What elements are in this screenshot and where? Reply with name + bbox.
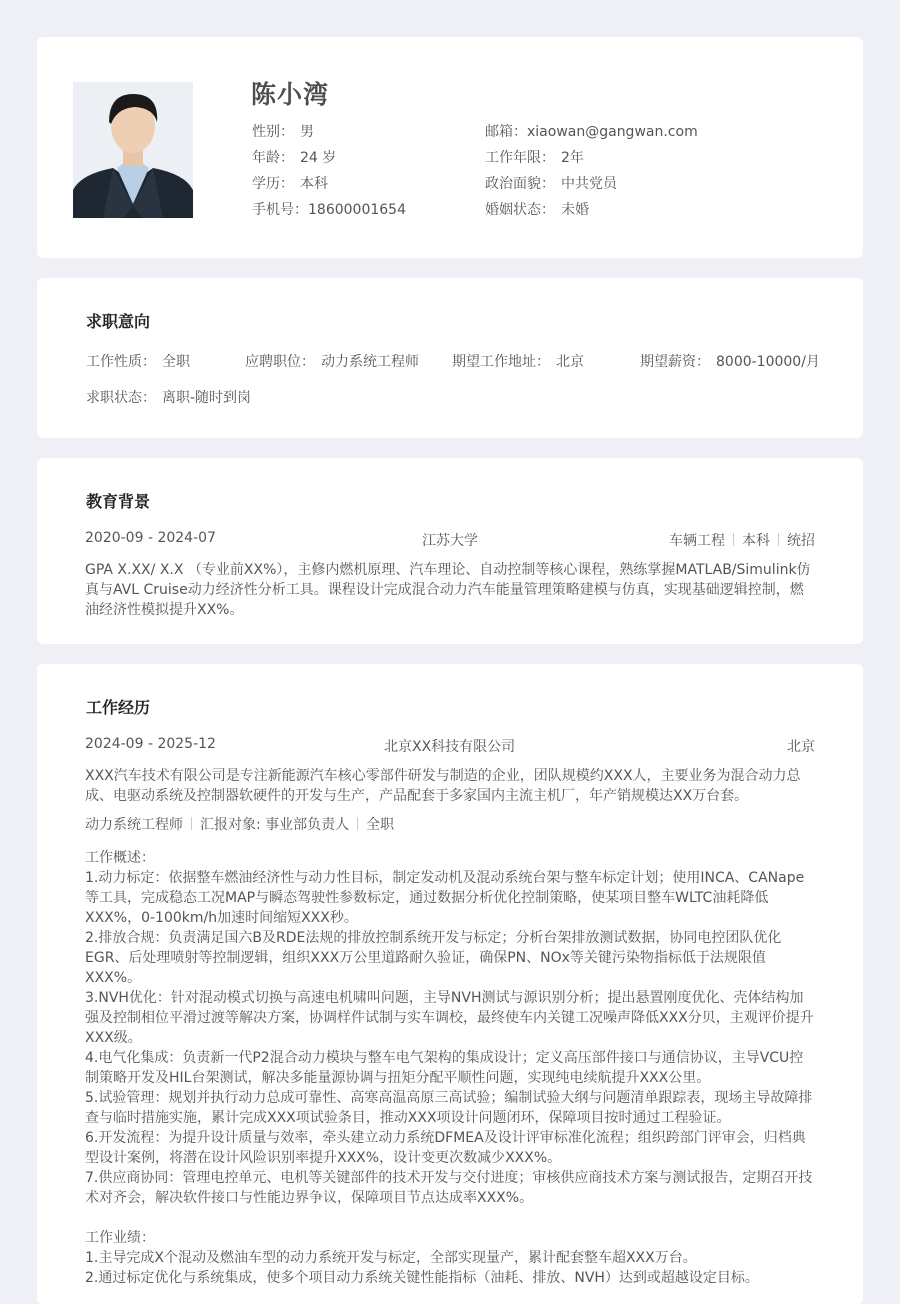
- spacer: [85, 1208, 816, 1228]
- report-to: 汇报对象: 事业部负责人: [200, 817, 350, 833]
- job-intent-card: [37, 278, 863, 438]
- company-description: XXX汽车技术有限公司是专注新能源汽车核心零部件研发与制造的企业，团队规模约XXX人，主要业务为混合动力总成、电驱动系统及控制器软硬件的开发与生产，产品配套于多家国内主流主机厂，年产销规模达XX万台套。: [85, 768, 801, 804]
- salary-field: [640, 351, 820, 371]
- divider: [357, 817, 358, 830]
- job-type-label: 工作性质：: [86, 354, 156, 370]
- location-value: 北京: [556, 354, 584, 370]
- job-type: 全职: [366, 817, 395, 833]
- avatar: [73, 82, 193, 218]
- candidate-name: 陈小湾: [251, 80, 330, 109]
- age-value: 24 岁: [300, 150, 337, 166]
- work-city: 北京: [787, 739, 815, 755]
- status-label: 求职状态：: [86, 390, 156, 406]
- school-name: 江苏大学: [422, 533, 478, 549]
- location-label: 期望工作地址：: [452, 354, 550, 370]
- overview-label: 工作概述：: [85, 850, 155, 866]
- education-field: [252, 173, 328, 193]
- overview-item: 4.电气化集成：负责新一代P2混合动力模块与整车电气架构的集成设计；定义高压部件接口与通信协议，主导VCU控制策略开发及HIL台架测试，解决多能量源协调与扭矩分配平顺性问题，实现纯电续航提升XXX公里。: [85, 1050, 804, 1086]
- politics-field: [485, 173, 617, 193]
- role: 动力系统工程师: [85, 817, 183, 833]
- company-name: 北京XX科技有限公司: [384, 739, 516, 755]
- gender-field: [252, 121, 314, 141]
- overview-item: 6.开发流程：为提升设计质量与效率，牵头建立动力系统DFMEA及设计评审标准化流程；组织跨部门评审会，归档典型设计案例，将潜在设计风险识别率提升XXX%，设计变更次数减少XXX%。: [85, 1130, 806, 1166]
- age-field: [252, 147, 336, 167]
- work-years-label: 工作年限：: [485, 150, 555, 166]
- achievement-item: 1.主导完成X个混动及燃油车型的动力系统开发与标定，全部实现量产，累计配套整车超XXX万台。: [85, 1250, 697, 1266]
- gender-value: 男: [300, 124, 314, 140]
- divider: [778, 533, 779, 546]
- section-title-intent: 求职意向: [86, 312, 151, 331]
- education-tags: [669, 530, 815, 550]
- politics-label: 政治面貌：: [485, 176, 555, 192]
- achievement-item: 2.通过标定优化与系统集成，使多个项目动力系统关键性能指标（油耗、排放、NVH）达到或超越设定目标。: [85, 1270, 759, 1286]
- education-card: [37, 458, 863, 644]
- marital-field: [485, 199, 589, 219]
- position-field: [245, 351, 419, 371]
- position-value: 动力系统工程师: [321, 354, 419, 370]
- phone-label: 手机号：: [252, 202, 308, 218]
- education-period: 2020-09 - 2024-07: [85, 530, 216, 546]
- status-field: [86, 387, 251, 407]
- section-title-work: 工作经历: [86, 698, 151, 717]
- salary-label: 期望薪资：: [640, 354, 710, 370]
- gender-label: 性别：: [252, 124, 294, 140]
- position-label: 应聘职位：: [245, 354, 315, 370]
- email-label: 邮箱：: [485, 124, 527, 140]
- achievement-label: 工作业绩：: [85, 1230, 155, 1246]
- work-details: [85, 848, 816, 1288]
- work-tags: [85, 814, 394, 834]
- section-title-education: 教育背景: [86, 492, 151, 511]
- email-field: [485, 121, 698, 141]
- work-experience-card: [37, 664, 863, 1304]
- phone-value: 18600001654: [308, 202, 406, 218]
- politics-value: 中共党员: [561, 176, 617, 192]
- overview-item: 1.动力标定：依据整车燃油经济性与动力性目标，制定发动机及混动系统台架与整车标定计划；使用INCA、CANape等工具，完成稳态工况MAP与瞬态驾驶性参数标定，通过数据分析优化控制策略，使某项目整车WLTC油耗降低XXX%，0-100km/h加速时间缩短XXX秒。: [85, 870, 805, 926]
- overview-item: 5.试验管理：规划并执行动力总成可靠性、高寒高温高原三高试验；编制试验大纲与问题清单跟踪表，现场主导故障排查与临时措施实施，累计完成XXX项试验条目，推动XXX项设计问题闭环，保障项目按时通过工程验证。: [85, 1090, 813, 1126]
- status-value: 离职-随时到岗: [162, 390, 252, 406]
- email-value: xiaowan@gangwan.com: [527, 124, 698, 140]
- marital-value: 未婚: [561, 202, 589, 218]
- age-label: 年龄：: [252, 150, 294, 166]
- profile-card: [37, 37, 863, 258]
- phone-field: [252, 199, 406, 219]
- job-type-field: [86, 351, 190, 371]
- enrollment-type: 统招: [787, 533, 815, 549]
- overview-item: 3.NVH优化：针对混动模式切换与高速电机啸叫问题，主导NVH测试与源识别分析；提出悬置刚度优化、壳体结构加强及控制相位平滑过渡等解决方案，协调样件试制与实车调校，最终使车内关键工况噪声降低XXX分贝，主观评价提升XXX级。: [85, 990, 814, 1046]
- divider: [733, 533, 734, 546]
- work-period: 2024-09 - 2025-12: [85, 736, 216, 752]
- overview-item: 2.排放合规：负责满足国六B及RDE法规的排放控制系统开发与标定；分析台架排放测试数据，协同电控团队优化EGR、后处理喷射等控制逻辑，组织XXX万公里道路耐久验证，确保PN、NOx等关键污染物指标低于法规限值XXX%。: [85, 930, 782, 986]
- job-type-value: 全职: [162, 354, 190, 370]
- education-value: 本科: [300, 176, 328, 192]
- major: 车辆工程: [669, 533, 725, 549]
- work-years-value: 2年: [561, 150, 584, 166]
- overview-item: 7.供应商协同：管理电控单元、电机等关键部件的技术开发与交付进度；审核供应商技术方案与测试报告，定期召开技术对齐会，解决软件接口与性能边界争议，保障项目节点达成率XXX%。: [85, 1170, 813, 1206]
- degree: 本科: [742, 533, 770, 549]
- salary-value: 8000-10000/月: [716, 354, 820, 370]
- work-years-field: [485, 147, 584, 167]
- education-description: GPA X.XX/ X.X （专业前XX%），主修内燃机原理、汽车理论、自动控制等核心课程，熟练掌握MATLAB/Simulink仿真与AVL Cruise动力经济性分析工具。课程设计完成混合动力汽车能量管理策略建模与仿真，实现基础逻辑控制，燃油经济性模拟提升XX%。: [85, 562, 811, 618]
- education-label: 学历：: [252, 176, 294, 192]
- location-field: [452, 351, 584, 371]
- marital-label: 婚姻状态：: [485, 202, 555, 218]
- divider: [191, 817, 192, 830]
